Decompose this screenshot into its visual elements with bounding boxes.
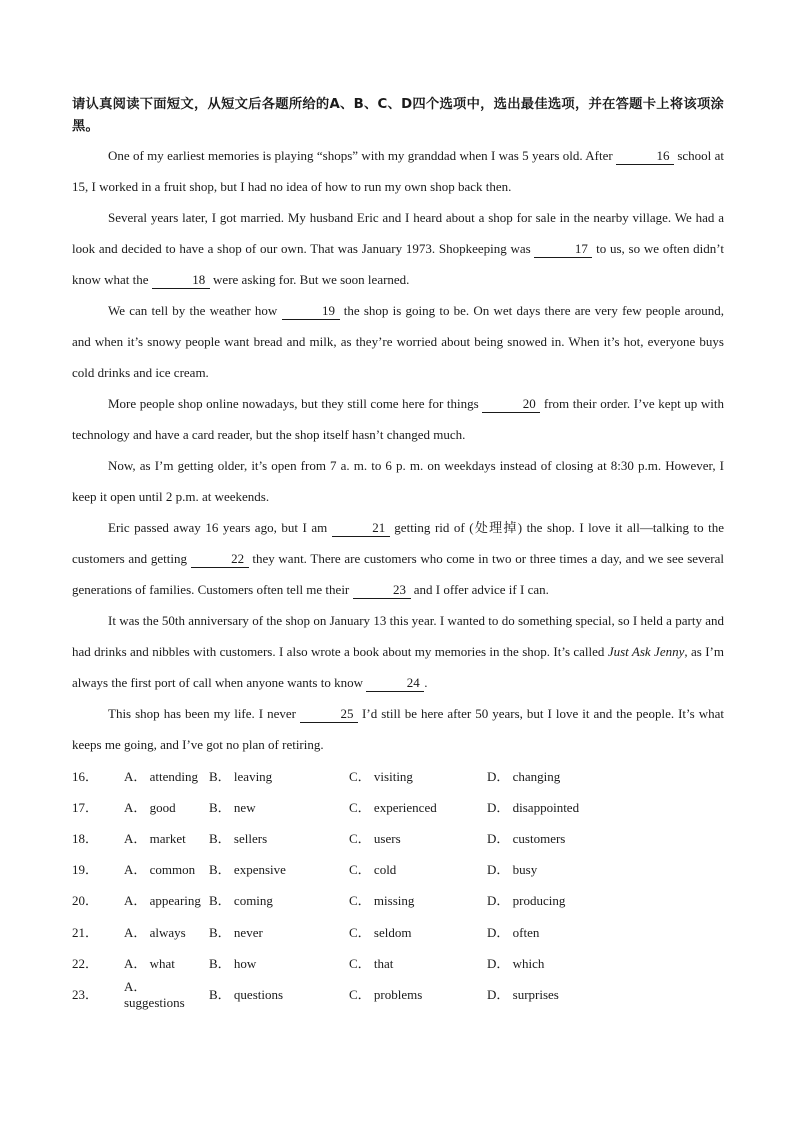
passage-text: We can tell by the weather how (108, 303, 282, 318)
passage-text: school at 15, I worked in a fruit shop, but I had no idea of how to run my own shop back then. (72, 148, 724, 194)
option-b[interactable]: B． sellers (209, 831, 268, 847)
passage-text: . (424, 675, 428, 690)
option-a[interactable]: A． appearing (124, 893, 201, 909)
blank-16: 16 (616, 148, 674, 165)
passage-paragraph (72, 512, 724, 605)
blank-20: 20 (482, 396, 540, 413)
option-b[interactable]: B． leaving (209, 769, 273, 785)
passage-text: One of my earliest memories is playing “shops” with my granddad when I was 5 years old. After (108, 148, 616, 163)
option-b[interactable]: B． coming (209, 893, 273, 909)
option-c[interactable]: C． users (349, 831, 401, 847)
passage-text: , as I’m always the first port of call when anyone wants to know (72, 644, 724, 690)
option-c[interactable]: C． experienced (349, 800, 437, 816)
question-number: 16． (72, 769, 99, 785)
passage-paragraph (72, 698, 724, 760)
question-number: 23． (72, 986, 99, 1002)
option-b[interactable]: B． questions (209, 986, 284, 1002)
blank-25: 25 (300, 706, 358, 723)
option-c[interactable]: C． that (349, 955, 394, 971)
passage-paragraph (72, 605, 724, 698)
passage-text: It was the 50th anniversary of the shop on January 13 this year. I wanted to do something special, so I held a party and had drinks and nibbles with customers. I also wrote a book about my memories in the shop. It’s called (72, 613, 724, 659)
option-d[interactable]: D． surprises (487, 986, 559, 1002)
question-number: 19． (72, 862, 99, 878)
question-row (72, 760, 724, 791)
option-a[interactable]: A． good (124, 800, 176, 816)
option-b[interactable]: B． how (209, 955, 257, 971)
option-c[interactable]: C． problems (349, 986, 423, 1002)
option-a[interactable]: A． attending (124, 769, 199, 785)
blank-22: 22 (191, 551, 249, 568)
instructions: 请认真阅读下面短文，从短文后各题所给的A、B、C、D四个选项中，选出最佳选项，并在答题卡上将该项涂黑。 (72, 97, 724, 134)
blank-24: 24 (366, 675, 424, 692)
passage-text: More people shop online nowadays, but they still come here for things (108, 396, 483, 411)
option-d[interactable]: D． busy (487, 862, 538, 878)
question-row (72, 884, 724, 915)
option-c[interactable]: C． missing (349, 893, 415, 909)
passage-paragraph (72, 450, 724, 512)
passage-text: from their order. I’ve kept up with technology and have a card reader, but the shop itself hasn’t changed much. (72, 396, 724, 442)
question-row (72, 822, 724, 853)
option-c[interactable]: C． cold (349, 862, 397, 878)
option-b[interactable]: B． never (209, 924, 263, 940)
option-b[interactable]: B． new (209, 800, 256, 816)
question-row (72, 915, 724, 946)
blank-18: 18 (152, 272, 210, 289)
option-a[interactable]: A． what (124, 955, 175, 971)
passage-paragraph (72, 295, 724, 388)
option-d[interactable]: D． customers (487, 831, 566, 847)
blank-19: 19 (282, 303, 340, 320)
option-a[interactable]: A． always (124, 924, 186, 940)
passage-text: and I offer advice if I can. (410, 582, 549, 597)
passage-text: they want. There are customers who come in two or three times a day, and we see several generations of families. Customers often tell me their (72, 551, 724, 597)
question-number: 17． (72, 800, 99, 816)
option-d[interactable]: D． often (487, 924, 540, 940)
option-c[interactable]: C． visiting (349, 769, 413, 785)
option-d[interactable]: D． which (487, 955, 545, 971)
passage-paragraph (72, 140, 724, 202)
passage-paragraph (72, 202, 724, 295)
option-a[interactable]: A． suggestions (124, 978, 185, 1010)
passage-text: Several years later, I got married. My husband Eric and I heard about a shop for sale in the nearby village. We had a look and decided to have a shop of our own. That was January 1973. Shopkeeping was (72, 210, 724, 256)
passage-text: Eric passed away 16 years ago, but I am (108, 520, 332, 535)
blank-23: 23 (353, 582, 411, 599)
option-d[interactable]: D． changing (487, 769, 561, 785)
question-number: 22． (72, 955, 99, 971)
question-row (72, 978, 724, 1009)
option-c[interactable]: C． seldom (349, 924, 412, 940)
passage-text: getting rid of (处理掉) the shop. I love it all—talking to the customers and getting (72, 520, 724, 566)
option-a[interactable]: A． market (124, 831, 186, 847)
question-number: 20． (72, 893, 99, 909)
passage-paragraph (72, 388, 724, 450)
passage-text: were asking for. But we soon learned. (209, 272, 410, 287)
passage-text: This shop has been my life. I never (108, 706, 301, 721)
option-d[interactable]: D． disappointed (487, 800, 580, 816)
passage (72, 140, 724, 760)
passage-text: Now, as I’m getting older, it’s open from 7 a. m. to 6 p. m. on weekdays instead of closing at 8:30 p.m. However, I keep it open until 2 p.m. at weekends. (72, 458, 724, 504)
option-d[interactable]: D． producing (487, 893, 566, 909)
question-number: 21． (72, 924, 99, 940)
question-options (72, 760, 724, 1009)
passage-text: to us, so we often didn’t know what the (72, 241, 724, 287)
passage-text: the shop is going to be. On wet days there are very few people around, and when it’s snowy people want bread and milk, as they’re worried about being snowed in. When it’s hot, everyone buys cold drinks and ice cream. (72, 303, 725, 380)
book-title: Just Ask Jenny (607, 644, 685, 659)
question-number: 18． (72, 831, 99, 847)
question-row (72, 853, 724, 884)
passage-text: I’d still be here after 50 years, but I love it and the people. It’s what keeps me going, and I’ve got no plan of retiring. (72, 706, 724, 752)
blank-21: 21 (332, 520, 390, 537)
blank-17: 17 (534, 241, 592, 258)
question-row (72, 791, 724, 822)
question-row (72, 947, 724, 978)
option-b[interactable]: B． expensive (209, 862, 286, 878)
option-a[interactable]: A． common (124, 862, 196, 878)
